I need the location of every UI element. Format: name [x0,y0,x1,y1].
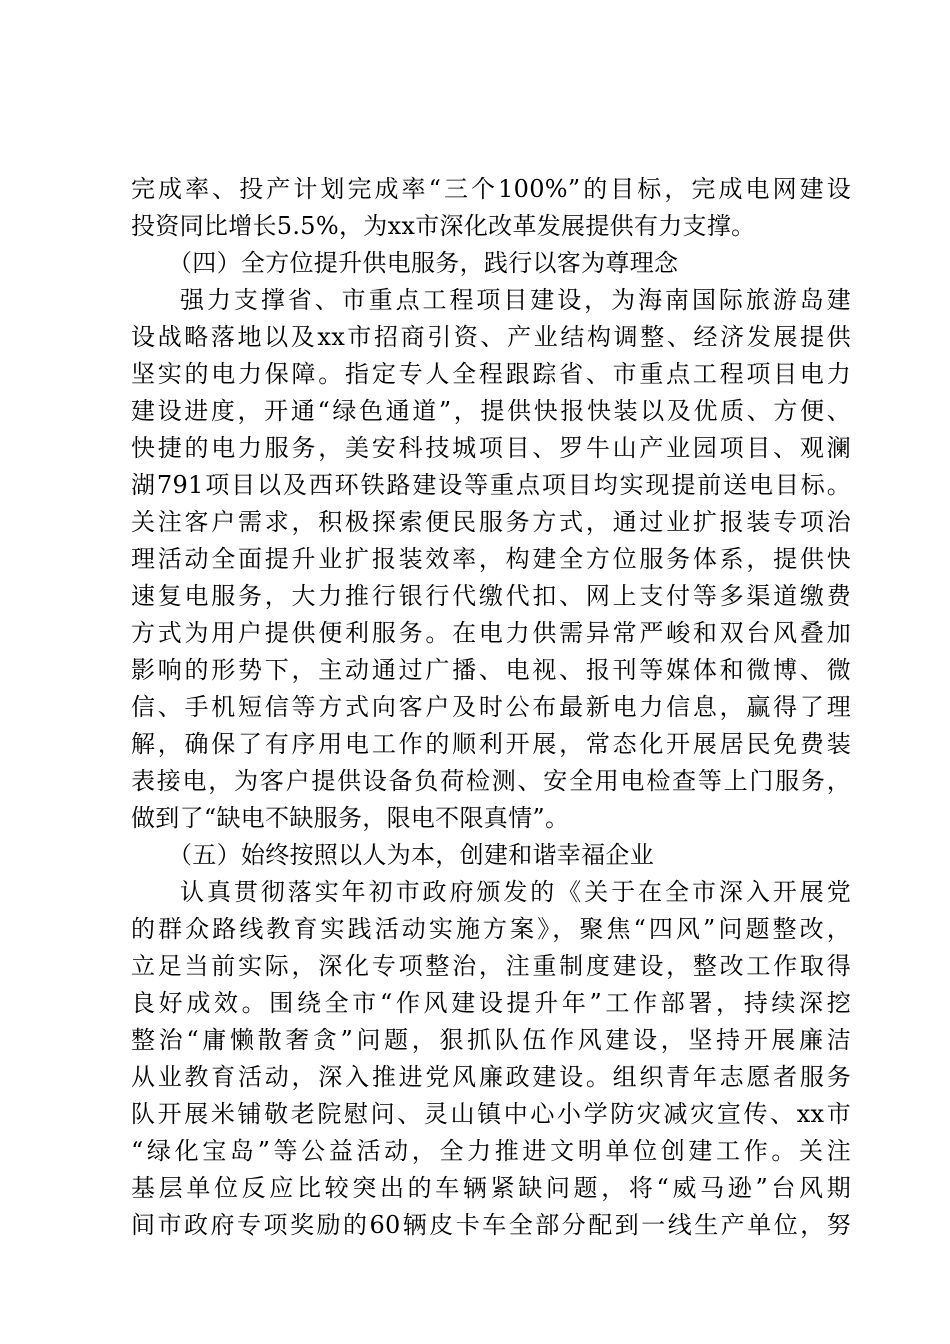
body-text-line: 方式为用户提供便利服务。在电力供需异常严峻和双台风叠加 [131,619,851,647]
body-text-line: 信、手机短信等方式向客户及时公布最新电力信息，赢得了理 [131,693,851,721]
body-text-line: 理活动全面提升业扩报装效率，构建全方位服务体系，提供快 [131,545,851,573]
body-text-line: 速复电服务，大力推行银行代缴代扣、网上支付等多渠道缴费 [131,582,851,610]
body-text-line: 整治“庸懒散奢贪”问题，狠抓队伍作风建设，坚持开展廉洁 [131,1026,851,1054]
body-text-line: 湖791项目以及西环铁路建设等重点项目均实现提前送电目标。 [131,471,851,499]
section-heading: （四）全方位提升供电服务，践行以客为尊理念 [168,249,679,277]
body-text-line: 设战略落地以及xx市招商引资、产业结构调整、经济发展提供 [131,323,851,351]
body-text-line: 强力支撑省、市重点工程项目建设，为海南国际旅游岛建 [180,286,851,314]
body-text-line: 快捷的电力服务，美安科技城项目、罗牛山产业园项目、观澜 [131,434,851,462]
body-text-line: 关注客户需求，积极探索便民服务方式，通过业扩报装专项治 [131,508,851,536]
body-text-line: 表接电，为客户提供设备负荷检测、安全用电检查等上门服务， [131,767,851,795]
body-text-line: 解，确保了有序用电工作的顺利开展，常态化开展居民免费装 [131,730,851,758]
body-text-line: 做到了“缺电不缺服务，限电不限真情”。 [131,804,570,832]
body-text-line: 的群众路线教育实践活动实施方案》，聚焦“四风”问题整改， [131,915,851,943]
body-text-line: 投资同比增长5.5%，为xx市深化改革发展提供有力支撑。 [131,212,756,240]
body-text-line: 建设进度，开通“绿色通道”，提供快报快装以及优质、方便、 [131,397,851,425]
body-text-line: 基层单位反应比较突出的车辆紧缺问题，将“威马逊”台风期 [131,1174,851,1202]
body-text-line: 从业教育活动，深入推进党风廉政建设。组织青年志愿者服务 [131,1063,851,1091]
body-text-line: 间市政府专项奖励的60辆皮卡车全部分配到一线生产单位，努 [131,1211,851,1239]
section-heading: （五）始终按照以人为本，创建和谐幸福企业 [168,841,654,869]
body-text-line: 认真贯彻落实年初市政府颁发的《关于在全市深入开展党 [180,878,851,906]
body-text-line: 良好成效。围绕全市“作风建设提升年”工作部署，持续深挖 [131,989,851,1017]
body-text-line: 队开展米铺敬老院慰问、灵山镇中心小学防灾减灾宣传、xx市 [131,1100,851,1128]
body-text-line: 坚实的电力保障。指定专人全程跟踪省、市重点工程项目电力 [131,360,851,388]
body-text-line: 影响的形势下，主动通过广播、电视、报刊等媒体和微博、微 [131,656,851,684]
body-text-line: “绿化宝岛”等公益活动，全力推进文明单位创建工作。关注 [131,1137,851,1165]
body-text-line: 立足当前实际，深化专项整治，注重制度建设，整改工作取得 [131,952,851,980]
body-text-line: 完成率、投产计划完成率“三个100%”的目标，完成电网建设 [131,175,851,203]
